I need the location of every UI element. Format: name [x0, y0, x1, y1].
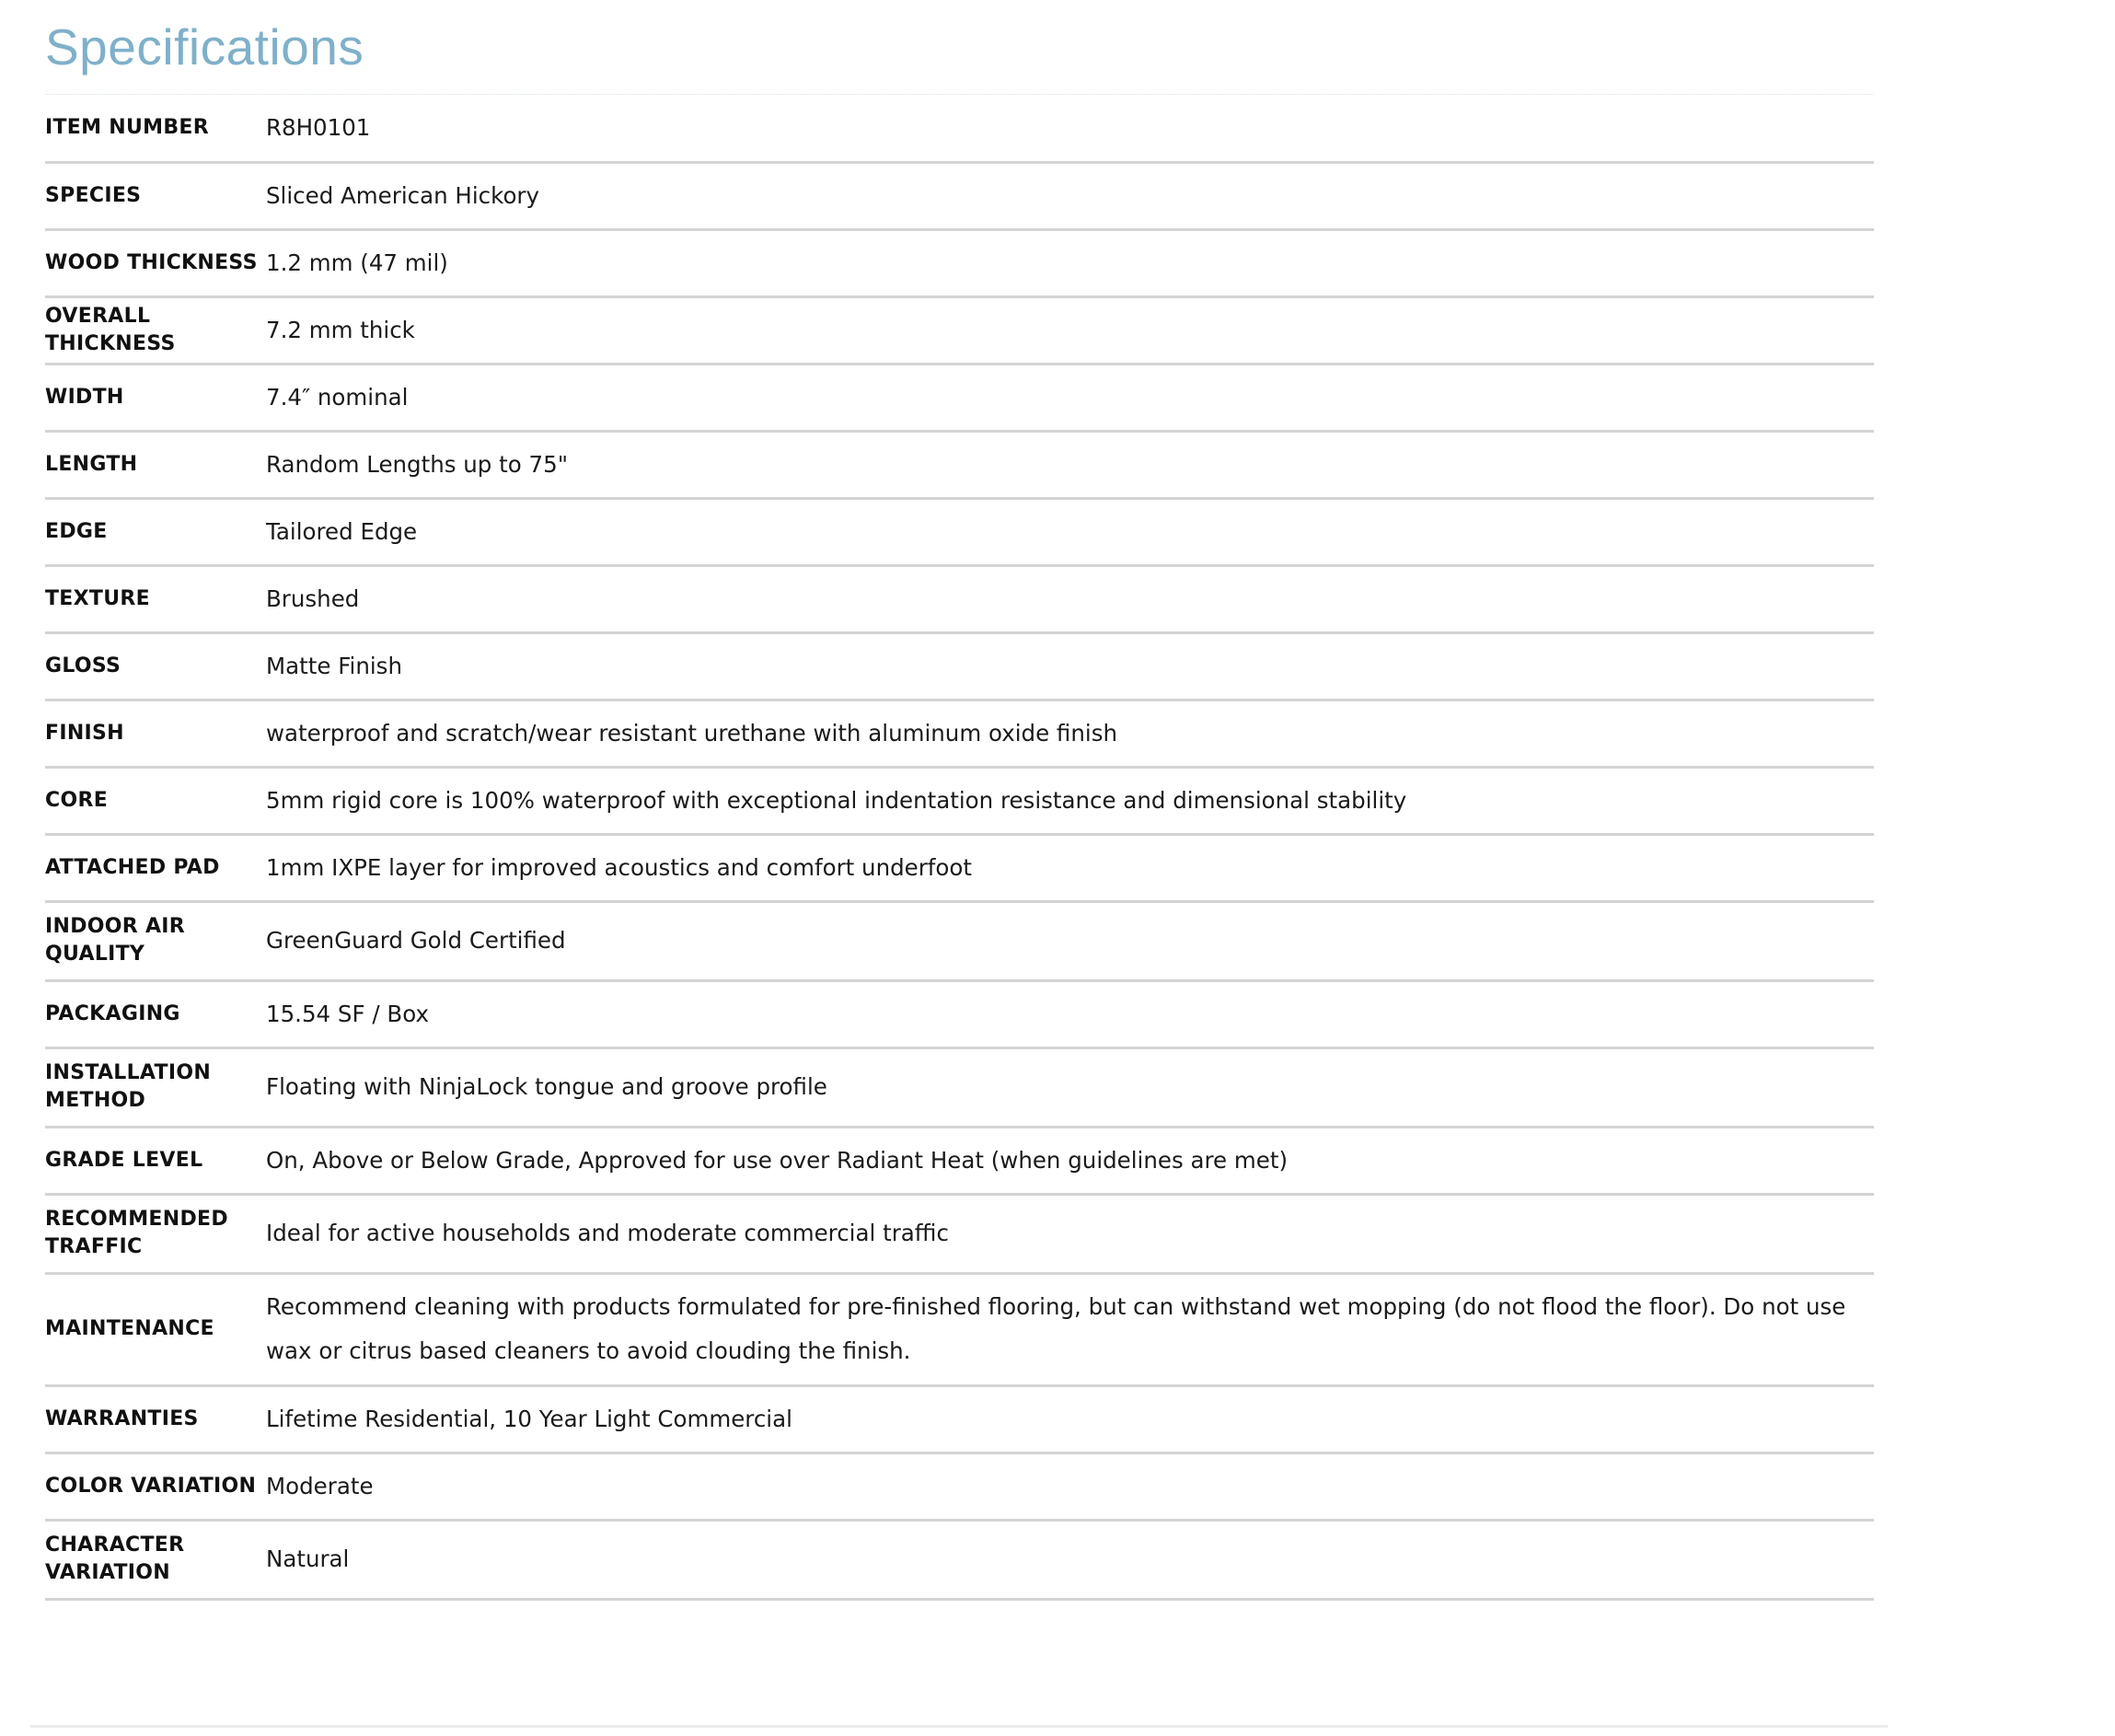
spec-label: OVERALL THICKNESS	[45, 304, 176, 355]
spec-label: INDOOR AIR QUALITY	[45, 915, 186, 966]
spec-row-gloss	[45, 632, 1874, 700]
spec-row-species	[45, 162, 1874, 229]
spec-value: Floating with NinjaLock tongue and groove profile	[266, 1073, 827, 1100]
spec-label: WIDTH	[45, 385, 124, 409]
spec-label: GLOSS	[45, 654, 121, 677]
spec-value: 1mm IXPE layer for improved acoustics and comfort underfoot	[266, 853, 973, 881]
spec-value: 7.2 mm thick	[266, 316, 415, 343]
spec-row-recommended-traffic	[45, 1194, 1874, 1273]
spec-value: R8H0101	[266, 113, 371, 141]
spec-row-grade-level	[45, 1127, 1874, 1194]
spec-label: ITEM NUMBER	[45, 115, 209, 139]
spec-value: 15.54 SF / Box	[266, 1000, 429, 1027]
spec-row-wood-thickness	[45, 229, 1874, 296]
spec-value: Random Lengths up to 75"	[266, 450, 568, 478]
spec-value: Brushed	[266, 584, 360, 612]
spec-label: WOOD THICKNESS	[45, 250, 258, 274]
spec-value: waterproof and scratch/wear resistant urethane with aluminum oxide finish	[266, 719, 1117, 746]
spec-value: Natural	[266, 1545, 350, 1572]
spec-value: Moderate	[266, 1472, 374, 1499]
specifications-section	[45, 0, 1874, 1584]
spec-row-packaging	[45, 980, 1874, 1047]
spec-label: GRADE LEVEL	[45, 1148, 203, 1172]
spec-row-texture	[45, 565, 1874, 632]
spec-label: PACKAGING	[45, 1001, 180, 1025]
spec-row-warranties	[45, 1385, 1874, 1452]
specifications-table	[45, 95, 1874, 1601]
spec-row-finish	[45, 700, 1874, 767]
spec-label: LENGTH	[45, 452, 138, 476]
spec-row-item-number	[45, 95, 1874, 162]
spec-label: SPECIES	[45, 183, 142, 207]
spec-label: FINISH	[45, 721, 124, 745]
spec-row-core	[45, 767, 1874, 834]
spec-value: Lifetime Residential, 10 Year Light Commercial	[266, 1405, 792, 1432]
spec-value: Sliced American Hickory	[266, 181, 540, 209]
spec-label: CORE	[45, 788, 109, 812]
spec-label: RECOMMENDED TRAFFIC	[45, 1208, 228, 1258]
spec-value: Matte Finish	[266, 652, 402, 679]
spec-value: Recommend cleaning with products formulated for pre-finished flooring, but can withstand wet mopping (do not flood the floor). Do not use wax or citrus based cleaners to avoid clouding the finish.	[266, 1293, 1846, 1364]
spec-row-indoor-air-quality	[45, 901, 1874, 980]
spec-row-maintenance	[45, 1273, 1874, 1385]
spec-value: GreenGuard Gold Certified	[266, 927, 566, 954]
spec-value: 5mm rigid core is 100% waterproof with exceptional indentation resistance and dimensional stability	[266, 786, 1407, 814]
spec-row-edge	[45, 498, 1874, 565]
spec-row-installation-method	[45, 1047, 1874, 1127]
spec-row-width	[45, 364, 1874, 431]
spec-label: COLOR VARIATION	[45, 1474, 257, 1498]
spec-row-character-variation	[45, 1520, 1874, 1599]
spec-label: ATTACHED PAD	[45, 855, 220, 879]
spec-value: On, Above or Below Grade, Approved for use over Radiant Heat (when guidelines are met)	[266, 1146, 1289, 1174]
spec-label: WARRANTIES	[45, 1406, 199, 1430]
spec-label: CHARACTER VARIATION	[45, 1533, 185, 1584]
spec-value: 1.2 mm (47 mil)	[266, 249, 448, 276]
footer-divider	[30, 1725, 1888, 1728]
spec-value: Tailored Edge	[266, 517, 418, 545]
spec-row-color-variation	[45, 1452, 1874, 1520]
spec-label: TEXTURE	[45, 586, 150, 610]
spec-row-attached-pad	[45, 834, 1874, 901]
spec-row-overall-thickness	[45, 296, 1874, 364]
spec-label: EDGE	[45, 519, 108, 543]
spec-label: MAINTENANCE	[45, 1317, 214, 1340]
section-title: Specifications	[45, 18, 364, 75]
spec-label: INSTALLATION METHOD	[45, 1061, 212, 1112]
spec-row-length	[45, 431, 1874, 498]
spec-value: 7.4″ nominal	[266, 383, 409, 411]
spec-value: Ideal for active households and moderate commercial traffic	[266, 1220, 949, 1246]
